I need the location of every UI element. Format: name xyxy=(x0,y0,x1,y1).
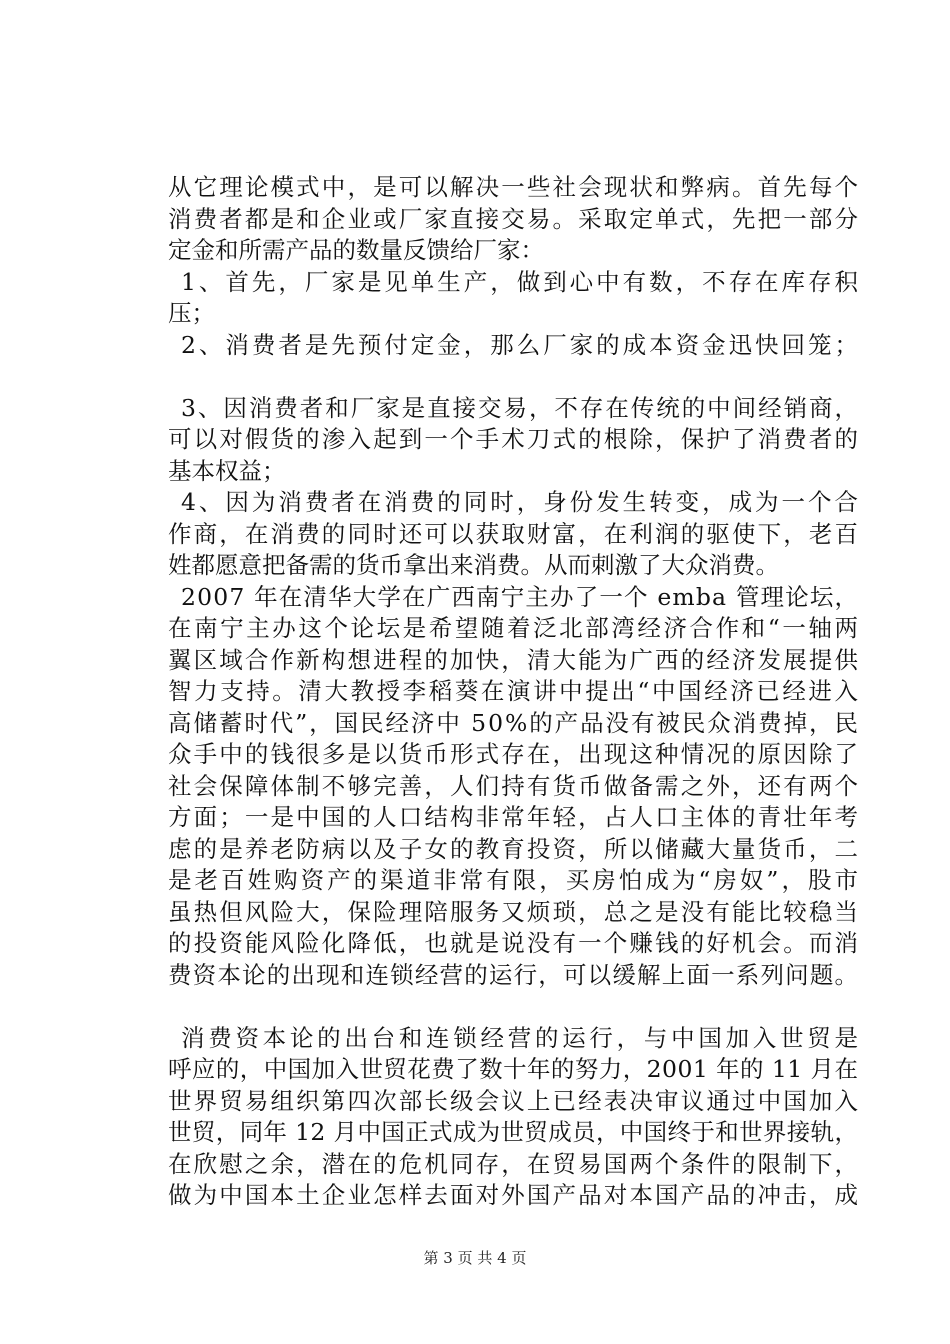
blank-line xyxy=(168,991,858,1023)
text-line: 虑的是养老防病以及子女的教育投资，所以储藏大量货币，二 xyxy=(168,834,861,863)
text-line: 可以对假货的渗入起到一个手术刀式的根除，保护了消费者的 xyxy=(168,425,861,453)
paragraph-start: 消费资本论的出台和连锁经营的运行，与中国加入世贸是 xyxy=(181,1023,862,1052)
text-line: 世界贸易组织第四次部长级会议上已经表决审议通过中国加入 xyxy=(168,1086,861,1115)
text-line: 费资本论的出现和连锁经营的运行，可以缓解上面一系列问题。 xyxy=(168,960,860,989)
paragraph-start: 2007 年在清华大学在广西南宁主办了一个 emba 管理论坛， xyxy=(181,582,860,611)
text-line: 作商，在消费的同时还可以获取财富，在利润的驱使下，老百 xyxy=(168,519,861,548)
text-line: 众手中的钱很多是以货币形式存在，出现这种情况的原因除了 xyxy=(168,740,861,768)
text-line: 翼区域合作新构想进程的加快，清大能为广西的经济发展提供 xyxy=(168,645,861,674)
text-line: 姓都愿意把备需的货币拿出来消费。从而刺激了大众消费。 xyxy=(168,551,779,579)
text-line: 呼应的，中国加入世贸花费了数十年的努力，2001 年的 11 月在 xyxy=(168,1055,859,1083)
text-line: 从它理论模式中，是可以解决一些社会现状和弊病。首先每个 xyxy=(168,173,861,201)
text-line: 高储蓄时代”，国民经济中 50%的产品没有被民众消费掉，民 xyxy=(168,708,860,737)
list-item-1: 1、首先，厂家是见单生产，做到心中有数，不存在库存积 xyxy=(181,267,861,296)
text-line: 是老百姓购资产的渠道非常有限，买房怕成为“房奴”，股市 xyxy=(168,866,862,894)
text-line: 做为中国本土企业怎样去面对外国产品对本国产品的冲击，成 xyxy=(168,1181,861,1209)
text-line: 世贸，同年 12 月中国正式成为世贸成员，中国终于和世界接轨， xyxy=(168,1118,859,1146)
text-line: 基本权益； xyxy=(168,456,286,485)
text-line: 压； xyxy=(168,299,215,327)
list-item-3: 3、因消费者和厂家是直接交易，不存在传统的中间经销商， xyxy=(181,393,860,422)
text-line: 定金和所需产品的数量反馈给厂家： xyxy=(168,236,544,264)
list-item-4: 4、因为消费者在消费的同时，身份发生转变，成为一个合 xyxy=(181,488,861,516)
blank-line xyxy=(168,361,858,393)
text-line: 社会保障体制不够完善，人们持有货币做备需之外，还有两个 xyxy=(168,771,861,800)
text-line: 消费者都是和企业或厂家直接交易。采取定单式，先把一部分 xyxy=(168,204,861,233)
text-line: 虽热但风险大，保险理陪服务又烦琐，总之是没有能比较稳当 xyxy=(168,897,861,926)
text-line: 智力支持。清大教授李稻葵在演讲中提出“中国经济已经进入 xyxy=(168,677,861,705)
text-line: 在欣慰之余，潜在的危机同存，在贸易国两个条件的限制下， xyxy=(168,1149,861,1178)
text-line: 的投资能风险化降低，也就是说没有一个赚钱的好机会。而消 xyxy=(168,929,861,957)
text-line: 在南宁主办这个论坛是希望随着泛北部湾经济合作和“一轴两 xyxy=(168,614,861,642)
page-footer: 第 3 页 共 4 页 xyxy=(423,1249,527,1267)
document-body xyxy=(168,172,862,1212)
list-item-2: 2、消费者是先预付定金，那么厂家的成本资金迅快回笼； xyxy=(181,330,861,359)
text-line: 方面；一是中国的人口结构非常年轻，占人口主体的青壮年考 xyxy=(168,803,861,831)
